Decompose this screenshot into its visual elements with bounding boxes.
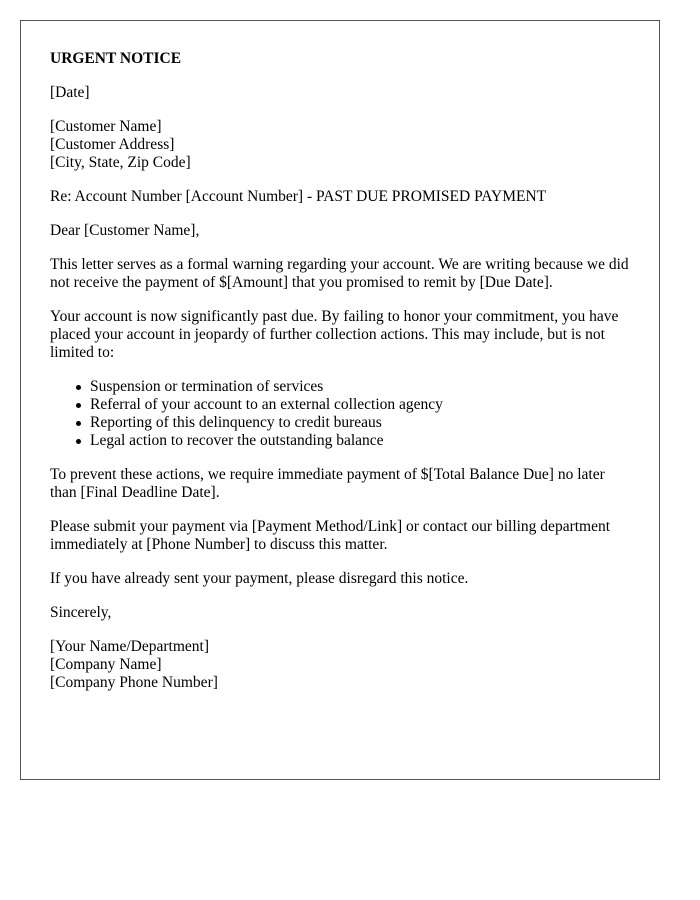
body-paragraph-disregard: If you have already sent your payment, please disregard this notice.: [50, 570, 469, 587]
letter-title: URGENT NOTICE: [50, 50, 182, 67]
body-paragraph-demand: To prevent these actions, we require immediate payment of $[Total Balance Due] no later than [Final Deadline Date].: [50, 466, 605, 501]
list-item: Referral of your account to an external collection agency: [90, 396, 631, 414]
body-paragraph-past-due: Your account is now significantly past due. By failing to honor your commitment, you have placed your account in jeopardy of further collection actions. This may include, but is not limited to:: [50, 308, 619, 361]
recipient-address-block: [50, 118, 631, 172]
body-paragraph-payment-instructions: Please submit your payment via [Payment Method/Link] or contact our billing department immediately at [Phone Number] to discuss this matter.: [50, 518, 611, 553]
collection-actions-list: [50, 378, 631, 450]
body-paragraph-warning: This letter serves as a formal warning regarding your account. We are writing because we did not receive the payment of $[Amount] that you promised to remit by [Due Date].: [50, 256, 629, 291]
subject-line: Re: Account Number [Account Number] - PAST DUE PROMISED PAYMENT: [50, 188, 547, 205]
list-item: Legal action to recover the outstanding balance: [90, 432, 631, 450]
closing: Sincerely,: [50, 604, 112, 621]
recipient-name: [Customer Name]: [50, 118, 162, 135]
recipient-city-state-zip: [City, State, Zip Code]: [50, 154, 191, 171]
letter-date: [Date]: [50, 84, 90, 101]
signature-phone: [Company Phone Number]: [50, 674, 218, 691]
signature-name: [Your Name/Department]: [50, 638, 209, 655]
signature-block: [50, 638, 631, 692]
list-item: Reporting of this delinquency to credit bureaus: [90, 414, 631, 432]
letter-document: [20, 20, 660, 780]
salutation: Dear [Customer Name],: [50, 222, 200, 239]
list-item: Suspension or termination of services: [90, 378, 631, 396]
recipient-address: [Customer Address]: [50, 136, 175, 153]
signature-company: [Company Name]: [50, 656, 162, 673]
